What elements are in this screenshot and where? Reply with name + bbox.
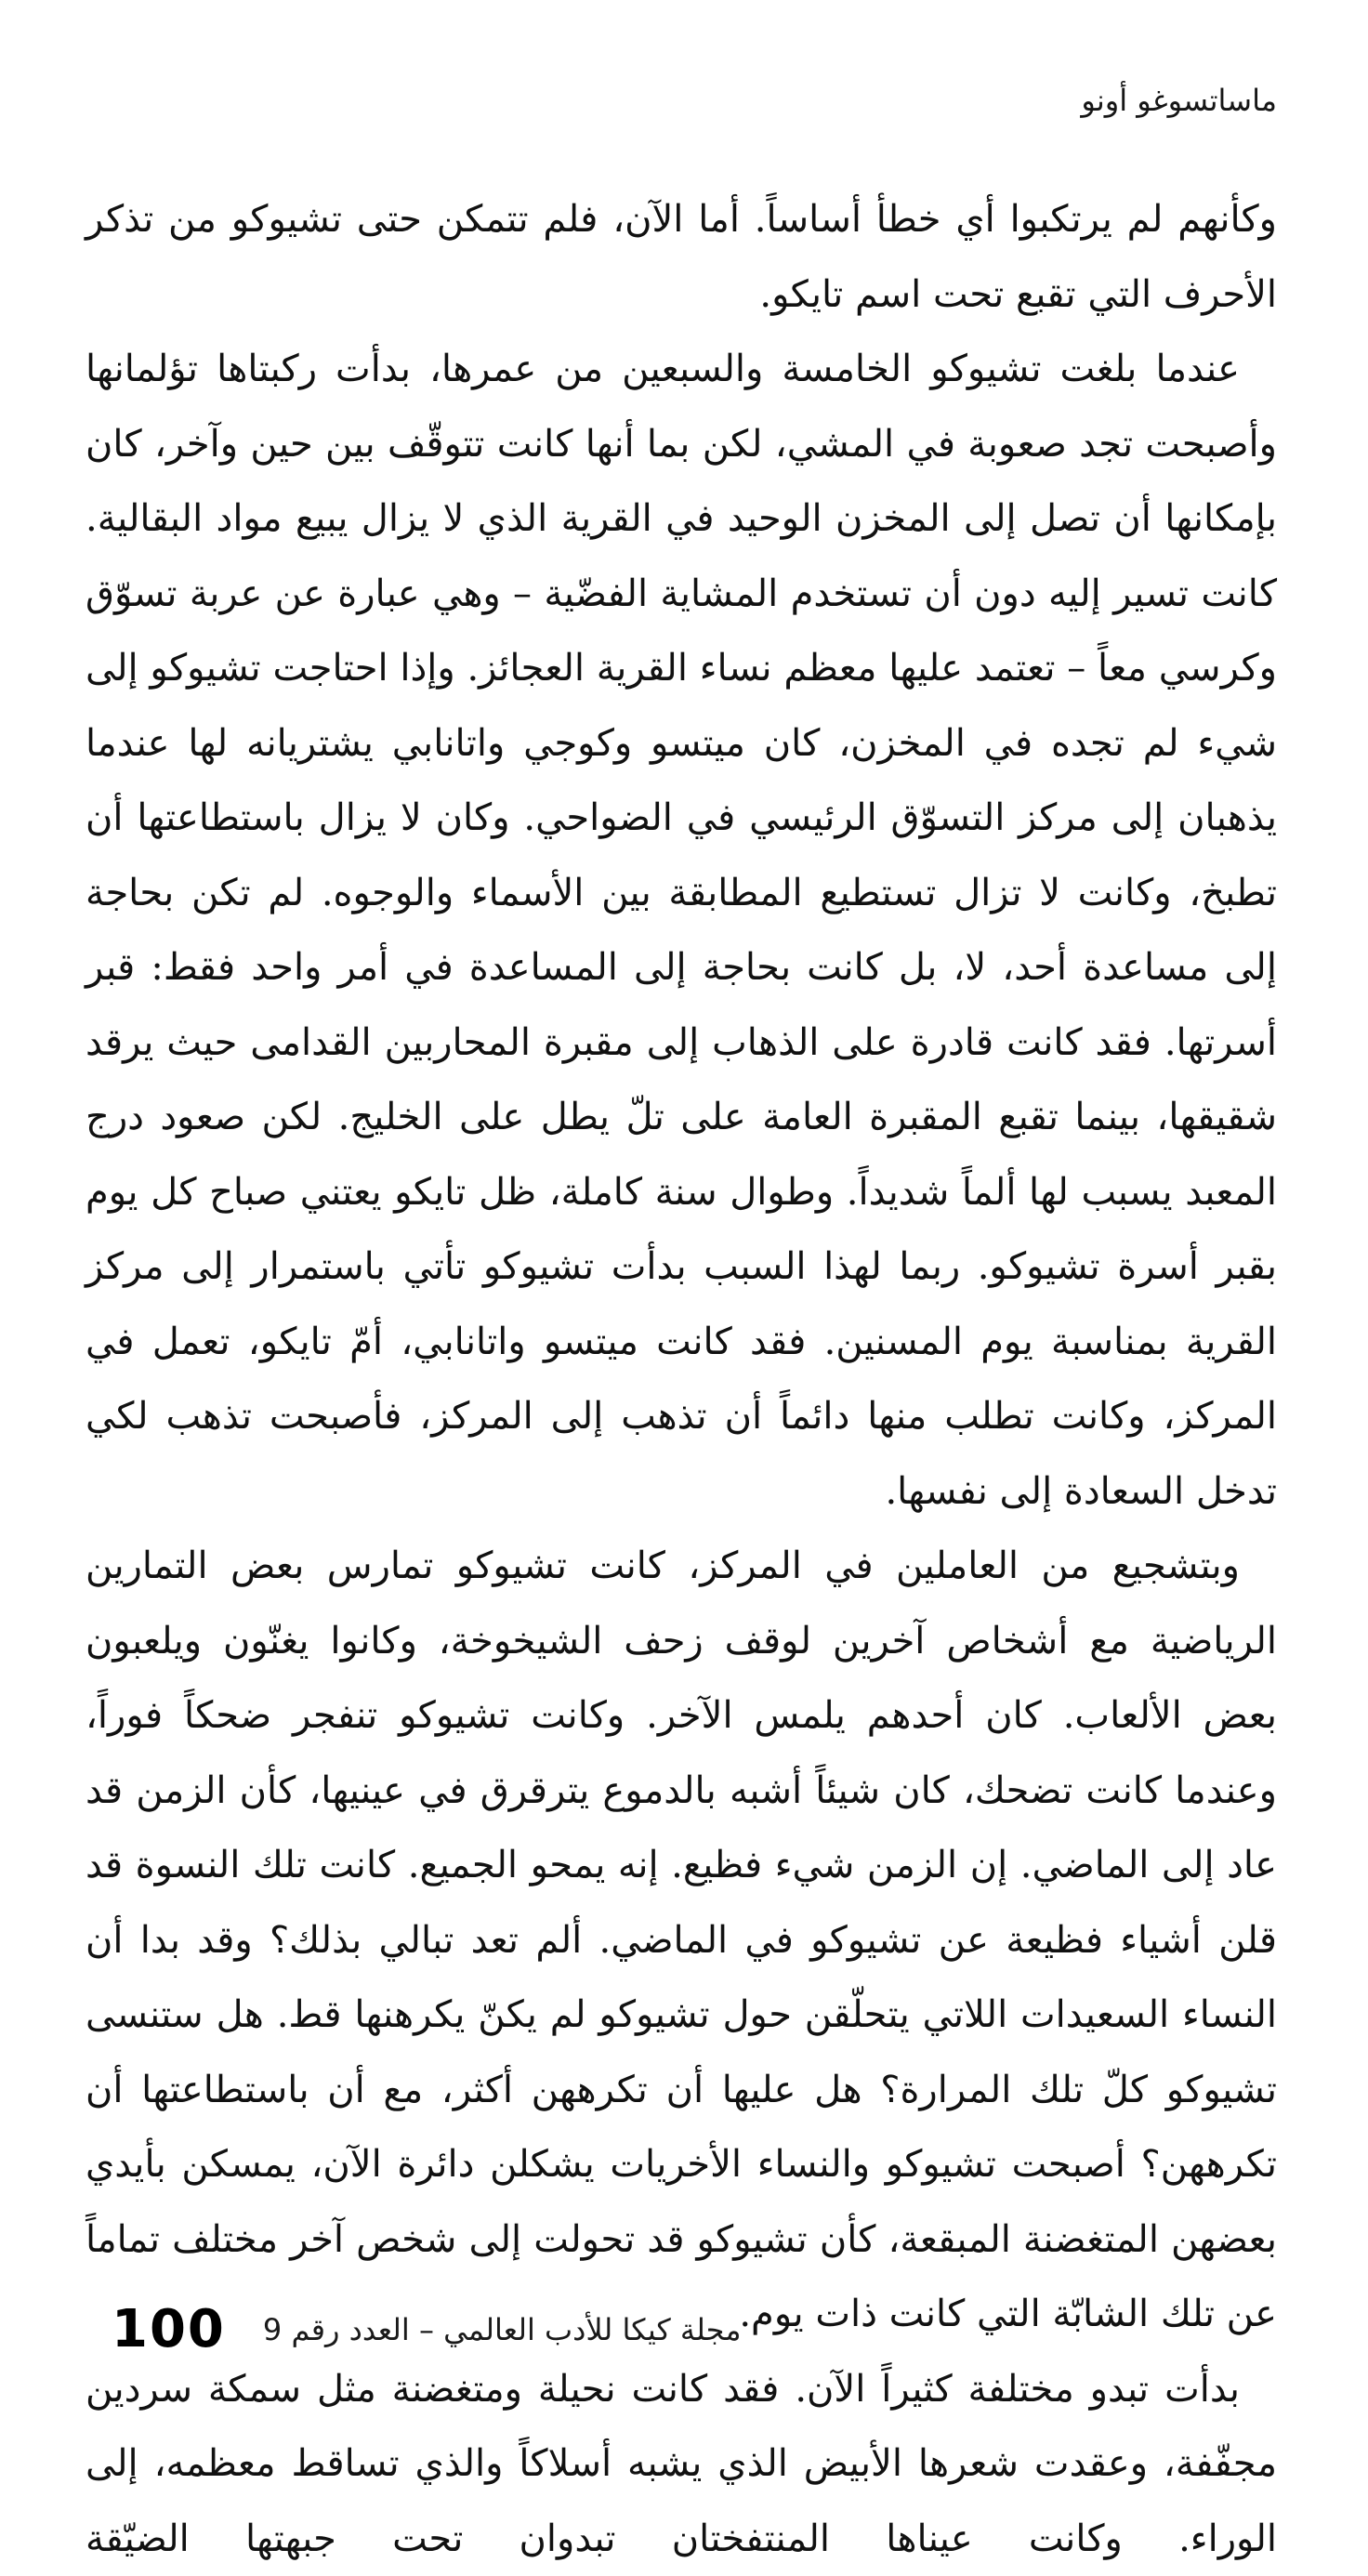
paragraph-3: وبتشجيع من العاملين في المركز، كانت تشيوكو تمارس بعض التمارين الرياضية مع أشخاص آخرين لوقف زحف الشيخوخة، وكانوا يغنّون ويلعبون بعض الألعاب. كان أحدهم يلمس الآخر. وكانت تشيوكو تنفجر ضحكاً فوراً، وعندما كانت تضحك، كان شيئاً أشبه بالدموع يترقرق في عينيها، كأن الزمن قد عاد إلى الماضي. إن الزمن شيء فظيع. إنه يمحو الجميع. كانت تلك النسوة قد قلن أشياء فظيعة عن تشيوكو في الماضي. ألم تعد تبالي بذلك؟ وقد بدا أن النساء السعيدات اللاتي يتحلّقن حول تشيوكو لم يكنّ يكرهنها قط. هل ستنسى تشيوكو كلّ تلك المرارة؟ هل عليها أن تكرههن أكثر، مع أن باستطاعتها أن تكرههن؟ أصبحت تشيوكو والنساء الأخريات يشكلن دائرة الآن، يمسكن بأيدي بعضهن المتغضنة المبقعة، كأن تشيوكو قد تحولت إلى شخص آخر مختلف تماماً عن تلك الشابّة التي كانت ذات يوم. <box>86 1529 1277 2352</box>
publication-title: مجلة كيكا للأدب العالمي – العدد رقم 9 <box>263 2297 742 2362</box>
page-footer <box>112 2297 741 2362</box>
paragraph-2: عندما بلغت تشيوكو الخامسة والسبعين من عمرها، بدأت ركبتاها تؤلمانها وأصبحت تجد صعوبة في المشي، لكن بما أنها كانت تتوقّف بين حين وآخر، كان بإمكانها أن تصل إلى المخزن الوحيد في القرية الذي لا يزال يبيع مواد البقالية. كانت تسير إليه دون أن تستخدم المشاية الفضّية – وهي عبارة عن عربة تسوّق وكرسي معاً – تعتمد عليها معظم نساء القرية العجائز. وإذا احتاجت تشيوكو إلى شيء لم تجده في المخزن، كان ميتسو وكوجي واتانابي يشتريانه لها عندما يذهبان إلى مركز التسوّق الرئيسي في الضواحي. وكان لا يزال باستطاعتها أن تطبخ، وكانت لا تزال تستطيع المطابقة بين الأسماء والوجوه. لم تكن بحاجة إلى مساعدة أحد، لا، بل كانت بحاجة إلى المساعدة في أمر واحد فقط: قبر أسرتها. فقد كانت قادرة على الذهاب إلى مقبرة المحاربين القدامى حيث يرقد شقيقها، بينما تقبع المقبرة العامة على تلّ يطل على الخليج. لكن صعود درج المعبد يسبب لها ألماً شديداً. وطوال سنة كاملة، ظل تايكو يعتني صباح كل يوم بقبر أسرة تشيوكو. ربما لهذا السبب بدأت تشيوكو تأتي باستمرار إلى مركز القرية بمناسبة يوم المسنين. فقد كانت ميتسو واتانابي، أمّ تايكو، تعمل في المركز، وكانت تطلب منها دائماً أن تذهب إلى المركز، فأصبحت تذهب لكي تدخل السعادة إلى نفسها. <box>86 332 1277 1529</box>
page-number: 100 <box>112 2297 226 2362</box>
body-text <box>86 182 1277 2576</box>
paragraph-4: بدأت تبدو مختلفة كثيراً الآن. فقد كانت نحيلة ومتغضنة مثل سمكة سردين مجفّفة، وعقدت شعرها الأبيض الذي يشبه أسلاكاً والذي تساقط معظمه، إلى الوراء. وكانت عيناها المنتفختان تبدوان تحت جبهتها الضيّقة <box>86 2352 1277 2576</box>
paragraph-1: وكأنهم لم يرتكبوا أي خطأ أساساً. أما الآن، فلم تتمكن حتى تشيوكو من تذكر الأحرف التي تقبع تحت اسم تايكو. <box>86 182 1277 332</box>
running-head-author: ماساتسوغو أونو <box>1081 80 1277 121</box>
